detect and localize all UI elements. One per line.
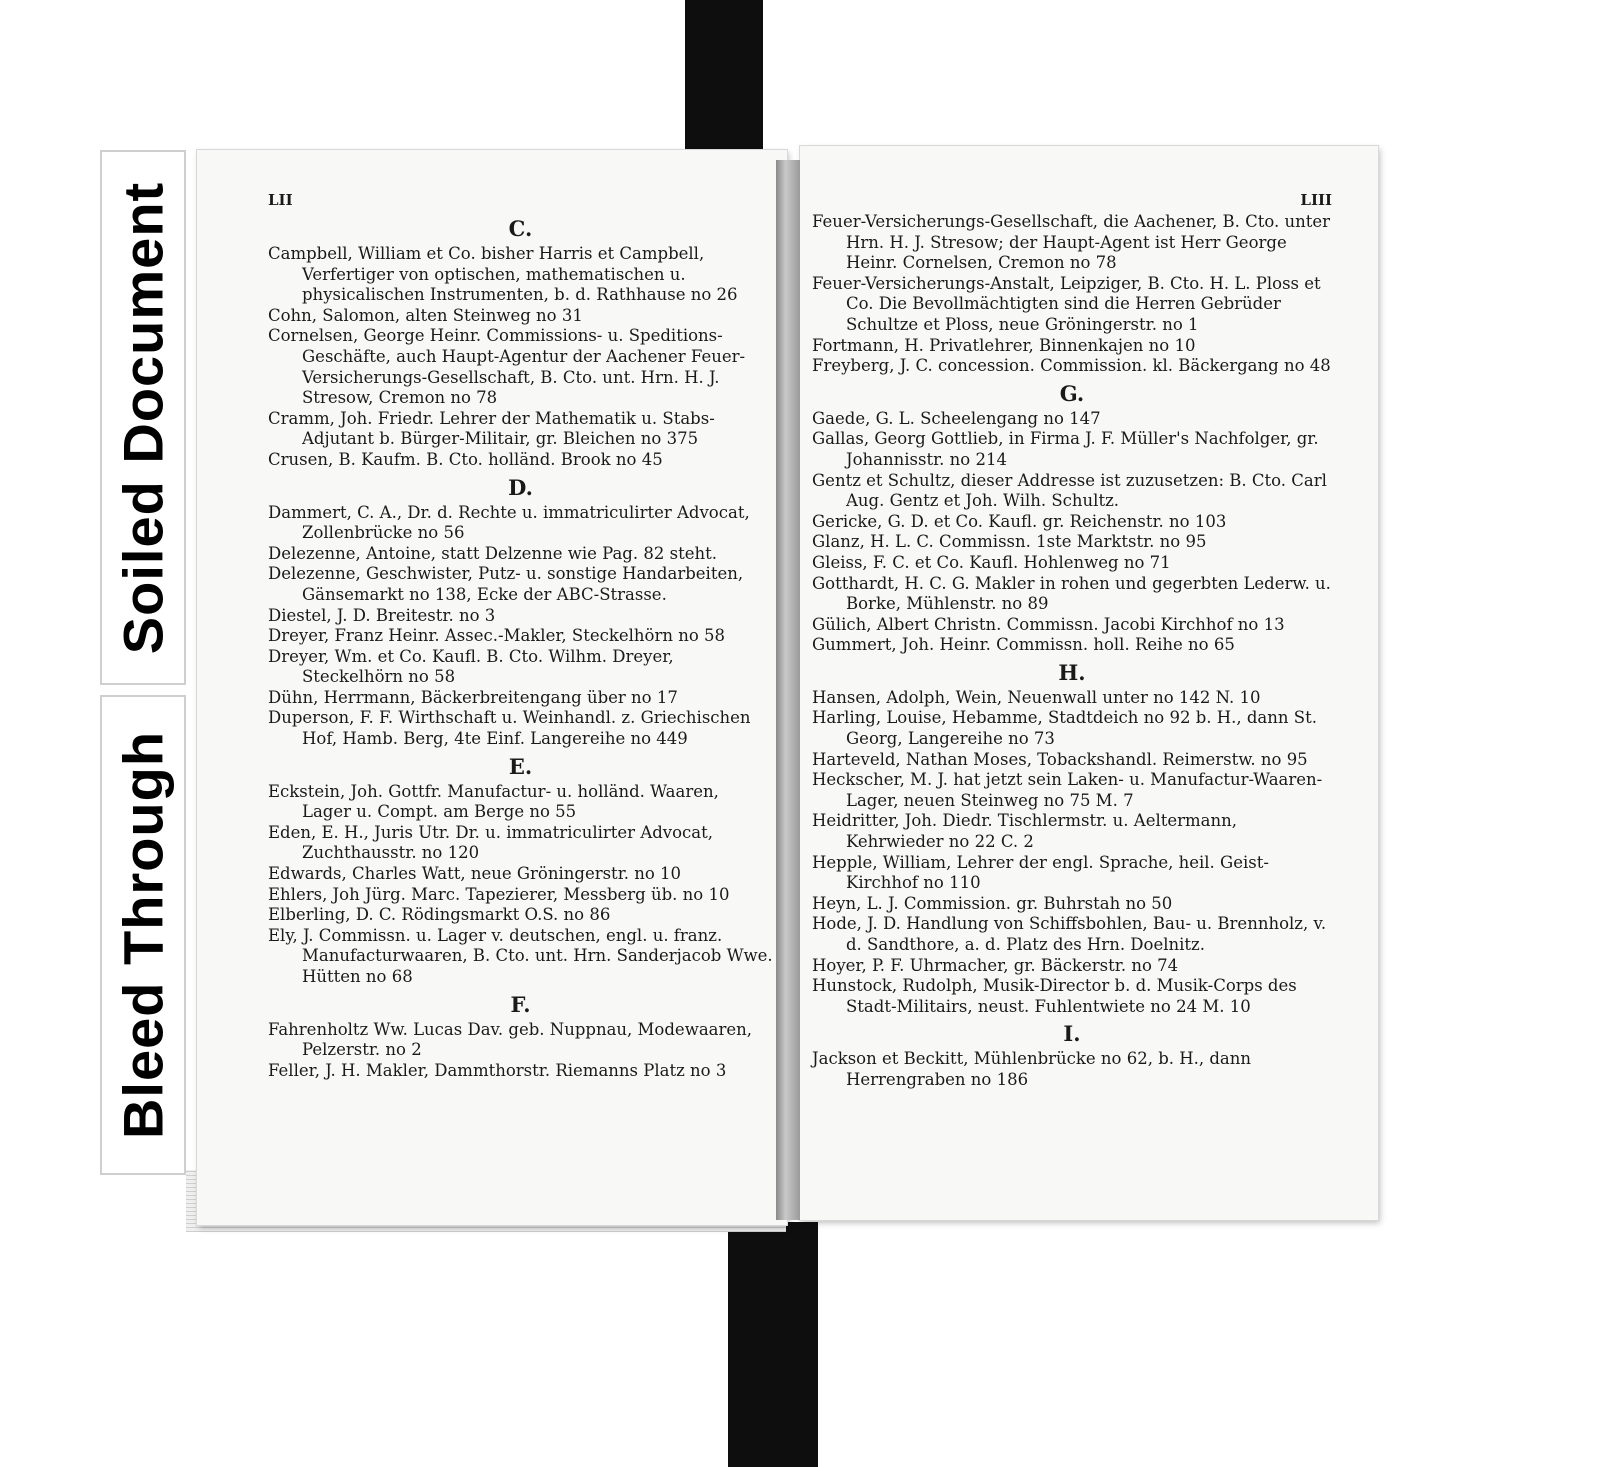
directory-entry: Ehlers, Joh Jürg. Marc. Tapezierer, Messberg üb. no 10 [268,884,730,904]
directory-entry: Heidritter, Joh. Diedr. Tischlermstr. u. Aeltermann, Kehrwieder no 22 C. 2 [812,811,1238,852]
directory-entry: Harling, Louise, Hebamme, Stadtdeich no 92 b. H., dann St. Georg, Langereihe no 73 [812,708,1317,749]
page-number-left: LII [268,191,293,209]
book-gutter [776,160,800,1220]
directory-entry: Delezenne, Antoine, statt Delzenne wie Pag. 82 steht. [268,543,717,563]
directory-entry: Campbell, William et Co. bisher Harris et Campbell, Verfertiger von optischen, mathematischen u. physicalischen Instrumenten, b. d. Rathhause no 26 [268,244,738,305]
directory-entry: Ely, J. Commissn. u. Lager v. deutschen, engl. u. franz. Manufacturwaaren, B. Cto. unt. Hrn. Sanderjacob Wwe. Hütten no 68 [268,925,773,986]
directory-entry: Feller, J. H. Makler, Dammthorstr. Riemanns Platz no 3 [268,1060,727,1080]
directory-entry: Cohn, Salomon, alten Steinweg no 31 [268,305,583,325]
directory-entry: Freyberg, J. C. concession. Commission. kl. Bäckergang no 48 [812,356,1331,376]
directory-entry: Elberling, D. C. Rödingsmarkt O.S. no 86 [268,905,611,925]
directory-entry: Dreyer, Wm. et Co. Kaufl. B. Cto. Wilhm. Dreyer, Steckelhörn no 58 [268,646,674,687]
left-page-text [268,190,773,1081]
right-page-sections [812,212,1332,1091]
directory-entry: Delezenne, Geschwister, Putz- u. sonstige Handarbeiten, Gänsemarkt no 138, Ecke der ABC-Strasse. [268,564,744,604]
left-page-sections [268,216,773,1081]
bleed-through-stamp [100,695,186,1175]
soiled-document-label: Soiled Document [111,181,175,654]
directory-entry: Gülich, Albert Christn. Commissn. Jacobi Kirchhof no 13 [812,614,1285,634]
section-letter: F. [510,991,531,1017]
directory-entry: Hansen, Adolph, Wein, Neuenwall unter no 142 N. 10 [812,687,1261,707]
directory-entry: Gotthardt, H. C. G. Makler in rohen und gegerbten Lederw. u. Borke, Mühlenstr. no 89 [812,573,1331,614]
directory-entry: Edwards, Charles Watt, neue Gröningerstr. no 10 [268,864,682,884]
section-letter: I. [1063,1021,1081,1047]
directory-entry: Hunstock, Rudolph, Musik-Director b. d. Musik-Corps des Stadt-Militairs, neust. Fuhlentwiete no 24 M. 10 [812,976,1297,1016]
directory-entry: Eden, E. H., Juris Utr. Dr. u. immatriculirter Advocat, Zuchthausstr. no 120 [268,822,714,863]
directory-entry: Hepple, William, Lehrer der engl. Sprache, heil. Geist-Kirchhof no 110 [812,852,1269,893]
directory-entry: Dreyer, Franz Heinr. Assec.-Makler, Steckelhörn no 58 [268,626,726,646]
directory-entry: Feuer-Versicherungs-Anstalt, Leipziger, B. Cto. H. L. Ploss et Co. Die Bevollmächtigten sind die Herren Gebrüder Schultze et Ploss, neue Gröningerstr. no 1 [812,273,1321,334]
section-letter: E. [508,753,533,779]
section-letter: H. [1058,659,1086,685]
directory-entry: Gallas, Georg Gottlieb, in Firma J. F. Müller's Nachfolger, gr. Johannisstr. no 214 [812,429,1319,469]
directory-entry: Hode, J. D. Handlung von Schiffsbohlen, Bau- u. Brennholz, v. d. Sandthore, a. d. Platz des Hrn. Doelnitz. [812,914,1327,954]
directory-entry: Heyn, L. J. Commission. gr. Buhrstah no 50 [812,893,1173,913]
binding-strip-bottom [728,1222,818,1467]
directory-entry: Gaede, G. L. Scheelengang no 147 [812,408,1101,428]
bleed-through-label: Bleed Through [111,730,175,1140]
directory-entry: Crusen, B. Kaufm. B. Cto. holländ. Brook no 45 [268,449,663,469]
directory-entry: Cramm, Joh. Friedr. Lehrer der Mathematik u. Stabs-Adjutant b. Bürger-Militair, gr. Bleichen no 375 [268,408,715,449]
directory-entry: Duperson, F. F. Wirthschaft u. Weinhandl. z. Griechischen Hof, Hamb. Berg, 4te Einf. Langereihe no 449 [268,708,751,749]
directory-entry: Cornelsen, George Heinr. Commissions- u. Speditions-Geschäfte, auch Haupt-Agentur der Aachener Feuer-Versicherungs-Gesellschaft, B. Cto. unt. Hrn. H. J. Stresow, Cremon no 78 [268,326,746,408]
right-page-text [812,190,1332,1091]
section-letter: C. [508,216,533,241]
directory-entry: Eckstein, Joh. Gottfr. Manufactur- u. holländ. Waaren, Lager u. Compt. am Berge no 55 [268,781,719,822]
directory-entry: Gentz et Schultz, dieser Addresse ist zuzusetzen: B. Cto. Carl Aug. Gentz et Joh. Wilh. Schultz. [812,470,1327,511]
directory-entry: Fortmann, H. Privatlehrer, Binnenkajen no 10 [812,335,1196,355]
directory-entry: Hoyer, P. F. Uhrmacher, gr. Bäckerstr. no 74 [812,955,1179,975]
soiled-document-stamp [100,150,186,685]
directory-entry: Gericke, G. D. et Co. Kaufl. gr. Reichenstr. no 103 [812,511,1227,531]
directory-entry: Gummert, Joh. Heinr. Commissn. holl. Reihe no 65 [812,635,1235,655]
directory-entry: Dühn, Herrmann, Bäckerbreitengang über no 17 [268,687,678,707]
directory-entry: Gleiss, F. C. et Co. Kaufl. Hohlenweg no 71 [812,552,1171,572]
directory-entry: Harteveld, Nathan Moses, Tobackshandl. Reimerstw. no 95 [812,749,1308,769]
section-letter: G. [1059,380,1085,406]
directory-entry: Glanz, H. L. C. Commissn. 1ste Marktstr. no 95 [812,532,1207,552]
directory-entry: Heckscher, M. J. hat jetzt sein Laken- u. Manufactur-Waaren-Lager, neuen Steinweg no 75 M. 7 [812,770,1323,810]
directory-entry: Diestel, J. D. Breitestr. no 3 [268,605,496,625]
directory-entry: Feuer-Versicherungs-Gesellschaft, die Aachener, B. Cto. unter Hrn. H. J. Stresow; der Haupt-Agent ist Herr George Heinr. Cornelsen, Cremon no 78 [812,212,1331,273]
directory-entry: Fahrenholtz Ww. Lucas Dav. geb. Nuppnau, Modewaaren, Pelzerstr. no 2 [268,1019,753,1060]
section-letter: D. [508,474,533,500]
directory-entry: Jackson et Beckitt, Mühlenbrücke no 62, b. H., dann Herrengraben no 186 [812,1049,1252,1089]
page-number-right: LIII [1300,191,1332,209]
binding-strip-top [685,0,763,168]
directory-entry: Dammert, C. A., Dr. d. Rechte u. immatriculirter Advocat, Zollenbrücke no 56 [268,502,750,543]
